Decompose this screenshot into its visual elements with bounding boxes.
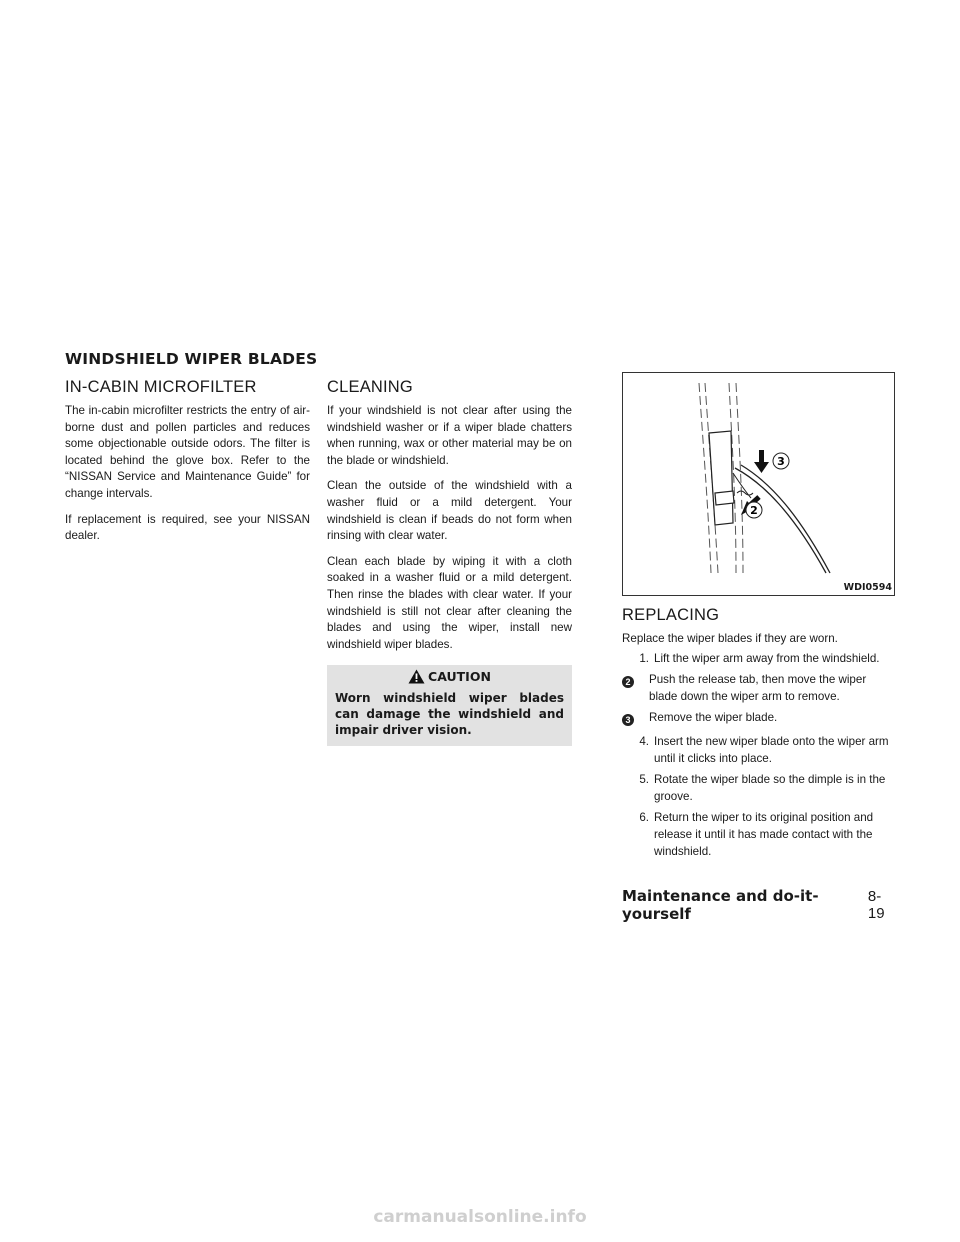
step-text: Push the release tab, then move the wiper blade down the wiper arm to remove. xyxy=(649,673,867,703)
step-text: Insert the new wiper blade onto the wiper arm until it clicks into place. xyxy=(654,734,889,765)
section-band-title: WINDSHIELD WIPER BLADES xyxy=(65,350,318,368)
caution-box xyxy=(327,665,572,746)
figure-code: WDI0594 xyxy=(843,582,892,593)
wiper-illustration xyxy=(623,373,894,595)
step-number: 3 xyxy=(622,714,634,726)
page-number: 8-19 xyxy=(867,888,885,922)
list-item xyxy=(622,672,895,705)
cleaning-section xyxy=(327,378,572,746)
step-text: Remove the wiper blade. xyxy=(649,711,778,725)
microfilter-section xyxy=(65,378,310,554)
list-item xyxy=(622,710,895,729)
callout-3: 3 xyxy=(777,455,785,468)
step-number: 5. xyxy=(639,773,649,787)
replacing-section xyxy=(622,378,895,865)
replacing-steps xyxy=(622,651,895,861)
caution-label: CAUTION xyxy=(428,669,491,685)
cleaning-paragraph: If your windshield is not clear after using the windshield washer or if a wiper blade chatters when running, wax or other material may be on the blade or windshield. xyxy=(327,404,572,467)
list-item xyxy=(622,810,895,860)
replacing-intro: Replace the wiper blades if they are worn. xyxy=(622,632,838,645)
watermark: carmanualsonline.info xyxy=(373,1207,587,1227)
step-number: 1. xyxy=(639,651,649,665)
list-item xyxy=(622,772,895,805)
list-item xyxy=(622,734,895,767)
wiper-blade-figure xyxy=(622,372,895,596)
cleaning-heading: CLEANING xyxy=(327,378,413,396)
step-text: Lift the wiper arm away from the windshield. xyxy=(654,651,880,665)
step-text: Rotate the wiper blade so the dimple is in the groove. xyxy=(654,773,886,803)
microfilter-paragraph: The in-cabin microfilter restricts the entry of air-borne dust and pollen particles and reduces some objectionable outside odors. The filter is located behind the glove box. Refer to the “NISSAN Service and Maintenance Guide” for change intervals. xyxy=(65,404,310,500)
caution-text: Worn windshield wiper blades can damage the windshield and impair driver vision. xyxy=(335,691,564,738)
list-item xyxy=(622,651,895,668)
step-number: 4. xyxy=(639,734,649,748)
page-footer xyxy=(622,887,895,923)
caution-header xyxy=(335,669,564,684)
microfilter-paragraph: If replacement is required, see your NISSAN dealer. xyxy=(65,512,310,543)
step-number: 2 xyxy=(622,676,634,688)
callout-2: 2 xyxy=(750,504,758,517)
step-text: Return the wiper to its original position and release it until it has made contact with the windshield. xyxy=(654,811,874,858)
cleaning-paragraph: Clean each blade by wiping it with a cloth soaked in a washer fluid or a mild detergent. Then rinse the blades with clear water. If your windshield is still not clear after cleaning the blades and using the wiper, install new windshield wiper blades. xyxy=(327,554,572,651)
step-number: 6. xyxy=(639,811,649,825)
cleaning-paragraph: Clean the outside of the windshield with a washer fluid or a mild detergent. Your windshield is clean if beads do not form when rinsing with clear water. xyxy=(327,479,572,543)
microfilter-heading: IN-CABIN MICROFILTER xyxy=(65,378,257,396)
replacing-heading: REPLACING xyxy=(622,606,720,624)
footer-section-title: Maintenance and do-it-yourself xyxy=(622,887,819,923)
warning-icon xyxy=(408,669,425,684)
